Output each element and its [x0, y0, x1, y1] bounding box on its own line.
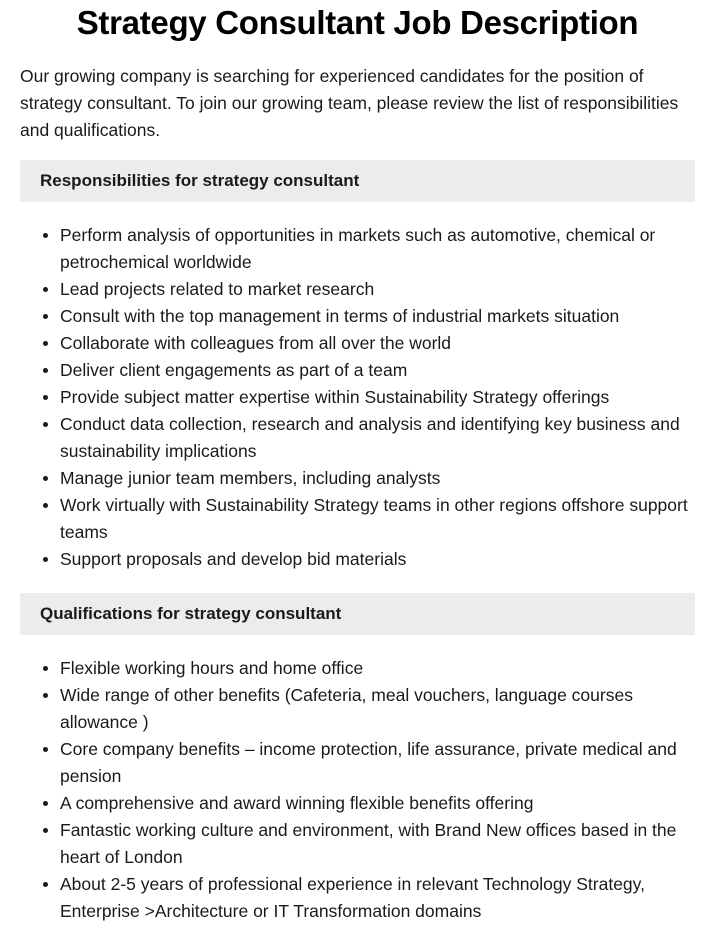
list-item: [60, 790, 695, 817]
bullet-icon: [43, 314, 48, 319]
bullet-icon: [43, 422, 48, 427]
list-item: [60, 303, 695, 330]
list-item: [60, 871, 695, 925]
bullet-icon: [43, 368, 48, 373]
list-item-text: Flexible working hours and home office: [60, 658, 364, 678]
list-item: [60, 276, 695, 303]
list-item: [60, 817, 695, 871]
responsibilities-list: [20, 222, 695, 573]
list-item-text: Support proposals and develop bid materials: [60, 549, 407, 569]
list-item-text: Lead projects related to market research: [60, 279, 375, 299]
bullet-icon: [43, 828, 48, 833]
list-item-text: About 2-5 years of professional experience in relevant Technology Strategy, Enterprise >Architecture or IT Transformation domains: [60, 874, 645, 921]
responsibilities-heading-label: Responsibilities for strategy consultant: [40, 171, 360, 190]
list-item-text: A comprehensive and award winning flexible benefits offering: [60, 793, 534, 813]
qualifications-heading-label: Qualifications for strategy consultant: [40, 604, 342, 623]
bullet-icon: [43, 747, 48, 752]
list-item-text: Wide range of other benefits (Cafeteria, meal vouchers, language courses allowance ): [60, 685, 633, 732]
list-item: [60, 330, 695, 357]
bullet-icon: [43, 395, 48, 400]
bullet-icon: [43, 693, 48, 698]
list-item-text: Manage junior team members, including analysts: [60, 468, 441, 488]
list-item-text: Perform analysis of opportunities in markets such as automotive, chemical or petrochemical worldwide: [60, 225, 656, 272]
intro-paragraph: Our growing company is searching for experienced candidates for the position of strategy consultant. To join our growing team, please review the list of responsibilities and qualifications.: [20, 66, 679, 140]
bullet-icon: [43, 233, 48, 238]
list-item-text: Fantastic working culture and environment, with Brand New offices based in the heart of London: [60, 820, 677, 867]
list-item-text: Collaborate with colleagues from all over the world: [60, 333, 452, 353]
list-item-text: Consult with the top management in terms of industrial markets situation: [60, 306, 620, 326]
list-item: [60, 682, 695, 736]
list-item: [60, 736, 695, 790]
list-item-text: Core company benefits – income protection, life assurance, private medical and pension: [60, 739, 677, 786]
bullet-icon: [43, 882, 48, 887]
list-item-text: Conduct data collection, research and analysis and identifying key business and sustainability implications: [60, 414, 680, 461]
list-item: [60, 655, 695, 682]
bullet-icon: [43, 476, 48, 481]
bullet-icon: [43, 666, 48, 671]
list-item: [60, 384, 695, 411]
bullet-icon: [43, 341, 48, 346]
list-item-text: Deliver client engagements as part of a team: [60, 360, 408, 380]
qualifications-heading: [20, 593, 695, 635]
page-title: Strategy Consultant Job Description: [76, 4, 639, 41]
list-item-text: Provide subject matter expertise within Sustainability Strategy offerings: [60, 387, 610, 407]
list-item: [60, 465, 695, 492]
bullet-icon: [43, 503, 48, 508]
list-item: [60, 546, 695, 573]
list-item: [60, 222, 695, 276]
list-item: [60, 411, 695, 465]
bullet-icon: [43, 801, 48, 806]
bullet-icon: [43, 557, 48, 562]
list-item: [60, 492, 695, 546]
list-item-text: Work virtually with Sustainability Strategy teams in other regions offshore support teams: [60, 495, 688, 542]
responsibilities-heading: [20, 160, 695, 202]
list-item: [60, 357, 695, 384]
qualifications-list: [20, 655, 695, 925]
bullet-icon: [43, 287, 48, 292]
